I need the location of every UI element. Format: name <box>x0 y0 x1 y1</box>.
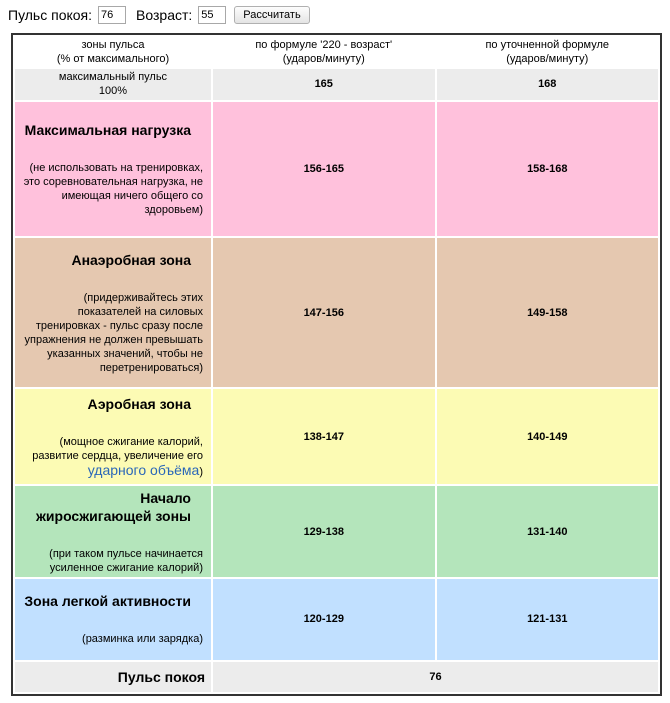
max-pulse-label-line1: максимальный пульс <box>58 71 168 84</box>
zone-cell <box>15 486 211 577</box>
resting-pulse-row <box>15 662 658 692</box>
stroke-volume-link[interactable]: ударного объёма <box>87 461 200 478</box>
calculate-button[interactable]: Рассчитать <box>234 6 309 24</box>
table-header-row <box>15 37 658 67</box>
zone-refined-range: 158-168 <box>437 102 659 236</box>
age-input[interactable] <box>198 6 226 24</box>
zone-row <box>15 389 658 484</box>
zone-cell <box>15 102 211 236</box>
zone-title: Анаэробная зона <box>71 251 191 268</box>
zone-cell <box>15 579 211 660</box>
header-formula <box>213 37 435 67</box>
header-zones <box>15 37 211 67</box>
zone-refined-range: 121-131 <box>437 579 659 660</box>
max-pulse-row <box>15 69 658 99</box>
zone-row <box>15 102 658 236</box>
zone-description: (при таком пульсе начинается усиленное сжигание калорий) <box>49 547 203 574</box>
resting-pulse-row-label: Пульс покоя <box>15 662 211 692</box>
header-refined-line1: по уточненной формуле <box>485 39 610 52</box>
heart-rate-zones-table <box>11 33 662 696</box>
zone-refined-range: 149-158 <box>437 238 659 387</box>
zone-description-end: ) <box>199 465 203 478</box>
zone-row <box>15 486 658 577</box>
zone-row <box>15 238 658 387</box>
zone-formula-range: 156-165 <box>213 102 435 236</box>
max-pulse-label <box>15 69 211 99</box>
max-pulse-formula: 165 <box>213 69 435 99</box>
zone-formula-range: 129-138 <box>213 486 435 577</box>
resting-pulse-input[interactable] <box>98 6 126 24</box>
zone-formula-range: 138-147 <box>213 389 435 484</box>
zone-description <box>21 435 205 479</box>
zone-formula-range: 120-129 <box>213 579 435 660</box>
zone-description: (разминка или зарядка) <box>82 633 203 646</box>
zone-description-text: (мощное сжигание калорий, развитие сердца, увеличение его <box>32 435 203 462</box>
zone-cell <box>15 238 211 387</box>
zone-title: Максимальная нагрузка <box>24 121 191 138</box>
zone-description: (придерживайтесь этих показателей на силовых тренировках - пульс сразу после упражнения не должен превышать указанных значений, чтобы не перетренироваться) <box>24 291 203 374</box>
zone-cell <box>15 389 211 484</box>
header-refined <box>437 37 659 67</box>
max-pulse-refined: 168 <box>437 69 659 99</box>
zone-title: Зона легкой активности <box>24 593 191 610</box>
zone-title: Аэробная зона <box>87 395 191 412</box>
zone-formula-range: 147-156 <box>213 238 435 387</box>
zone-refined-range: 140-149 <box>437 389 659 484</box>
header-zones-line1: зоны пульса <box>81 39 145 52</box>
zone-refined-range: 131-140 <box>437 486 659 577</box>
age-label: Возраст: <box>136 7 193 23</box>
header-formula-line2: (ударов/минуту) <box>282 53 365 66</box>
header-formula-line1: по формуле '220 - возраст' <box>255 39 393 52</box>
header-zones-line2: (% от максимального) <box>56 53 170 66</box>
zone-row <box>15 579 658 660</box>
resting-pulse-label: Пульс покоя: <box>8 7 93 23</box>
max-pulse-label-line2: 100% <box>98 85 128 98</box>
calculator-form <box>0 0 670 30</box>
header-refined-line2: (ударов/минуту) <box>506 53 589 66</box>
resting-pulse-value: 76 <box>213 662 658 692</box>
zone-title: Начало жиросжигающей зоны <box>35 489 191 524</box>
zone-description: (не использовать на тренировках, это соревновательная нагрузка, не имеющая ничего общего со здоровьем) <box>23 161 203 216</box>
